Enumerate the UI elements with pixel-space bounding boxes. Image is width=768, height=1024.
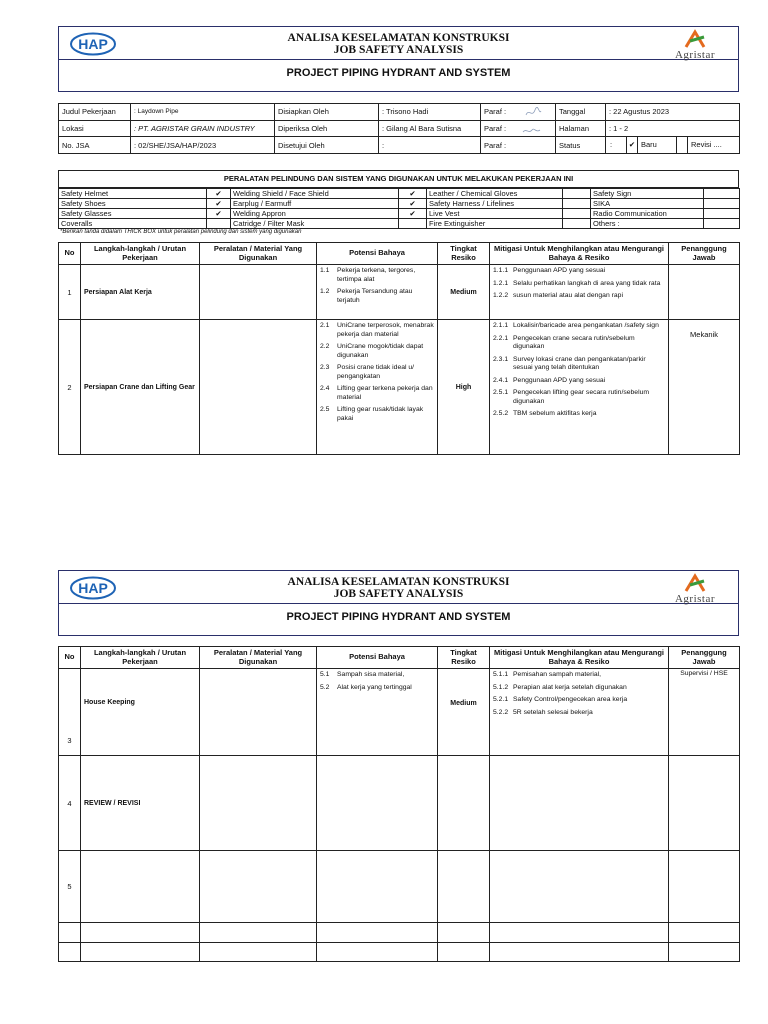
status-baru-checkbox[interactable]: ✔ xyxy=(626,137,638,153)
ppe-checkbox[interactable] xyxy=(704,219,740,229)
ppe-section-title: PERALATAN PELINDUNG DAN SISTEM YANG DIGUNAKAN UNTUK MELAKUKAN PEKERJAAN INI xyxy=(58,170,739,188)
row-hazards xyxy=(317,923,438,943)
hazard-item: 1.1 Pekerja terkena, tergores, tertimpa alat xyxy=(320,267,416,283)
ppe-checkbox[interactable] xyxy=(704,209,740,219)
ppe-checkbox[interactable] xyxy=(563,199,591,209)
mitigation-item: 1.2.2 susun material atau alat dengan rapi xyxy=(493,292,623,299)
hazard-item: 2.5 Lifting gear rusak/tidak layak pakai xyxy=(320,406,424,422)
row-hazards xyxy=(317,669,438,756)
table-row xyxy=(59,943,740,962)
col-header-steps: Langkah-langkah / Urutan Pekerjaan xyxy=(81,647,200,669)
info-value: : Gilang Al Bara Sutisna xyxy=(379,120,481,137)
info-row xyxy=(59,120,740,137)
ppe-checkbox[interactable]: ✔ xyxy=(207,209,231,219)
col-header-hazard: Potensi Bahaya xyxy=(317,647,438,669)
col-header-responsible: Penanggung Jawab xyxy=(669,647,740,669)
mitigation-item: 5.1.1 Pemisahan sampah material, xyxy=(493,671,602,678)
col-header-risk: Tingkat Resiko xyxy=(438,243,490,265)
agristar-mark-icon xyxy=(664,29,726,49)
hazard-item: 5.2 Alat kerja yang tertinggal xyxy=(320,683,412,691)
hazard-item: 2.4 Lifting gear terkena pekerja dan material xyxy=(320,385,433,401)
jsa-header-page1 xyxy=(58,26,739,92)
agristar-wordmark: Agristar xyxy=(674,49,716,61)
ppe-item: Safety Harness / Lifelines xyxy=(427,199,563,209)
col-header-mitigation: Mitigasi Untuk Menghilangkan atau Mengurangi Bahaya & Resiko xyxy=(490,243,669,265)
status-revisi-checkbox[interactable] xyxy=(676,137,688,153)
row-hazards xyxy=(317,756,438,851)
row-tools xyxy=(200,851,317,923)
ppe-item: Catridge / Filter Mask xyxy=(231,219,399,229)
row-mitigations xyxy=(490,943,669,962)
status-baru-label: Baru xyxy=(641,140,657,149)
mitigation-item: 5.1.2 Perapian alat kerja setelah digunakan xyxy=(493,683,627,691)
mitigation-item: 5.2.2 5R setelah selesai bekerja xyxy=(493,708,593,716)
ppe-checkbox[interactable] xyxy=(207,219,231,229)
signature-icon xyxy=(521,124,541,136)
ppe-table xyxy=(58,188,740,229)
svg-text:HAP: HAP xyxy=(78,36,108,52)
col-header-hazard: Potensi Bahaya xyxy=(317,243,438,265)
doc-title-line2: JOB SAFETY ANALYSIS xyxy=(333,44,464,56)
row-step xyxy=(81,923,200,943)
agristar-logo xyxy=(664,29,726,59)
table-row xyxy=(59,669,740,756)
ppe-item: Welding Shield / Face Shield xyxy=(231,189,399,199)
project-title: PROJECT PIPING HYDRANT AND SYSTEM xyxy=(286,67,511,79)
ppe-checkbox[interactable]: ✔ xyxy=(399,189,427,199)
info-label: Halaman xyxy=(556,120,606,137)
mitigation-item: 2.1.1 Lokalisir/baricade area pengankatan /safety sign xyxy=(493,322,659,329)
svg-text:HAP: HAP xyxy=(78,580,108,596)
row-tools xyxy=(200,669,317,756)
row-risk xyxy=(438,851,490,923)
col-header-responsible: Penanggung Jawab xyxy=(669,243,740,265)
ppe-note: *Berikan tanda didalam THICK BOX untuk peralatan pelindung dan sistem yang digunakan xyxy=(60,229,302,235)
table-header-row xyxy=(59,647,740,669)
ppe-checkbox[interactable]: ✔ xyxy=(207,189,231,199)
row-responsible xyxy=(669,265,740,320)
header-title-band xyxy=(59,571,738,604)
row-mitigations xyxy=(490,669,669,756)
hazard-item: 5.1 Sampah sisa material, xyxy=(320,671,405,678)
row-tools xyxy=(200,756,317,851)
row-risk: Medium xyxy=(438,265,490,320)
table-header-row xyxy=(59,243,740,265)
row-risk: Medium xyxy=(438,669,490,756)
row-step: Persiapan Alat Kerja xyxy=(81,265,200,320)
ppe-checkbox[interactable] xyxy=(563,189,591,199)
row-risk: High xyxy=(438,320,490,455)
mitigation-item: 1.1.1 Penggunaan APD yang sesuai xyxy=(493,267,606,274)
row-no: 1 xyxy=(59,265,81,320)
row-risk xyxy=(438,943,490,962)
row-no: 4 xyxy=(59,756,81,851)
row-tools xyxy=(200,265,317,320)
jsa-header-page2 xyxy=(58,570,739,636)
row-mitigations xyxy=(490,320,669,455)
doc-title-line1: ANALISA KESELAMATAN KONSTRUKSI xyxy=(287,576,510,588)
ppe-item: Leather / Chemical Gloves xyxy=(427,189,563,199)
info-label: No. JSA xyxy=(59,137,131,154)
ppe-item: Safety Shoes xyxy=(59,199,207,209)
paraf-cell xyxy=(481,104,556,121)
row-step: Persiapan Crane dan Lifting Gear xyxy=(81,320,200,455)
agristar-mark-icon xyxy=(664,573,726,593)
info-value: : 22 Agustus 2023 xyxy=(606,104,740,121)
row-mitigations xyxy=(490,851,669,923)
mitigation-item: 2.4.1 Penggunaan APD yang sesuai xyxy=(493,376,606,384)
row-mitigations xyxy=(490,265,669,320)
ppe-item: Live Vest xyxy=(427,209,563,219)
ppe-checkbox[interactable]: ✔ xyxy=(399,209,427,219)
mitigation-item: 1.2.1 Selalu perhatikan langkah di area yang tidak rata xyxy=(493,279,661,287)
status-cell xyxy=(606,137,740,154)
hazard-item: 1.2 Pekerja Tersandung atau terjatuh xyxy=(320,288,413,304)
ppe-checkbox[interactable]: ✔ xyxy=(207,199,231,209)
row-tools xyxy=(200,943,317,962)
info-label: Disiapkan Oleh xyxy=(275,104,379,121)
ppe-checkbox[interactable] xyxy=(399,219,427,229)
ppe-item: Welding Appron xyxy=(231,209,399,219)
row-responsible xyxy=(669,943,740,962)
table-row xyxy=(59,851,740,923)
info-value: : PT. AGRISTAR GRAIN INDUSTRY xyxy=(131,120,275,137)
info-row xyxy=(59,104,740,121)
row-step: REVIEW / REVISI xyxy=(81,756,200,851)
row-responsible: Mekanik xyxy=(669,320,740,455)
ppe-row xyxy=(59,219,740,229)
header-title-band xyxy=(59,27,738,60)
row-tools xyxy=(200,923,317,943)
table-row xyxy=(59,923,740,943)
row-step xyxy=(81,851,200,923)
row-risk xyxy=(438,756,490,851)
info-label: Lokasi xyxy=(59,120,131,137)
row-mitigations xyxy=(490,756,669,851)
ppe-item: SIKA xyxy=(591,199,704,209)
jsa-steps-table-page1 xyxy=(58,242,740,455)
doc-title-line2: JOB SAFETY ANALYSIS xyxy=(333,588,464,600)
hazard-item: 2.1 UniCrane terperosok, menabrak pekerja dan material xyxy=(320,322,434,338)
agristar-wordmark: Agristar xyxy=(674,593,716,605)
mitigation-item: 2.3.1 Survey lokasi crane dan pengankatan/parkir sesuai yang telah ditentukan xyxy=(493,355,646,371)
ppe-item: Radio Communication xyxy=(591,209,704,219)
info-value: : 1 - 2 xyxy=(606,120,740,137)
row-responsible xyxy=(669,923,740,943)
ppe-item: Safety Sign xyxy=(591,189,704,199)
col-header-mitigation: Mitigasi Untuk Menghilangkan atau Mengurangi Bahaya & Resiko xyxy=(490,647,669,669)
row-tools xyxy=(200,320,317,455)
row-no: 3 xyxy=(59,669,81,756)
row-risk xyxy=(438,923,490,943)
col-header-tools: Peralatan / Material Yang Digunakan xyxy=(200,647,317,669)
row-hazards xyxy=(317,320,438,455)
table-row xyxy=(59,320,740,455)
row-step: House Keeping xyxy=(81,669,200,756)
info-value: : 02/SHE/JSA/HAP/2023 xyxy=(131,137,275,154)
row-no: 5 xyxy=(59,851,81,923)
row-no xyxy=(59,923,81,943)
mitigation-item: 2.5.1 Pengecekan lifting gear secara rutin/sebelum digunakan xyxy=(493,389,650,405)
info-value: : Laydown Pipe xyxy=(131,104,275,121)
row-hazards xyxy=(317,851,438,923)
ppe-item: Fire Extinguisher xyxy=(427,219,563,229)
ppe-item: Coveralls xyxy=(59,219,207,229)
ppe-row xyxy=(59,209,740,219)
paraf-label: Paraf : xyxy=(484,107,507,117)
row-step xyxy=(81,943,200,962)
info-row xyxy=(59,137,740,154)
info-label: Status xyxy=(556,137,606,154)
row-responsible xyxy=(669,851,740,923)
ppe-checkbox[interactable]: ✔ xyxy=(399,199,427,209)
info-value: : xyxy=(379,137,481,154)
doc-title-line1: ANALISA KESELAMATAN KONSTRUKSI xyxy=(287,32,510,44)
paraf-label: Paraf : xyxy=(484,140,507,150)
ppe-row xyxy=(59,199,740,209)
jsa-steps-table-page2 xyxy=(58,646,740,962)
row-hazards xyxy=(317,265,438,320)
status-colon: : xyxy=(610,140,613,149)
info-label: Disetujui Oleh xyxy=(275,137,379,154)
signature-icon xyxy=(523,106,543,118)
info-label: Diperiksa Oleh xyxy=(275,120,379,137)
col-header-steps: Langkah-langkah / Urutan Pekerjaan xyxy=(81,243,200,265)
paraf-label: Paraf : xyxy=(484,123,507,133)
row-no: 2 xyxy=(59,320,81,455)
project-title: PROJECT PIPING HYDRANT AND SYSTEM xyxy=(286,611,511,623)
row-mitigations xyxy=(490,923,669,943)
ppe-item: Earplug / Earmuff xyxy=(231,199,399,209)
table-row xyxy=(59,265,740,320)
col-header-no: No xyxy=(59,647,81,669)
row-no xyxy=(59,943,81,962)
hazard-item: 2.2 UniCrane mogok/tidak dapat digunakan xyxy=(320,343,424,359)
ppe-item: Safety Glasses xyxy=(59,209,207,219)
agristar-logo xyxy=(664,573,726,603)
col-header-tools: Peralatan / Material Yang Digunakan xyxy=(200,243,317,265)
ppe-item: Safety Helmet xyxy=(59,189,207,199)
job-info-table xyxy=(58,103,740,154)
row-responsible: Supervisi / HSE xyxy=(669,669,740,756)
mitigation-item: 2.5.2 TBM sebelum aktifitas kerja xyxy=(493,410,597,417)
info-value: : Trisono Hadi xyxy=(379,104,481,121)
ppe-item: Others : xyxy=(591,219,704,229)
table-row xyxy=(59,756,740,851)
row-responsible xyxy=(669,756,740,851)
mitigation-item: 2.2.1 Pengecekan crane secara rutin/sebelum digunakan xyxy=(493,334,635,350)
ppe-checkbox[interactable] xyxy=(563,209,591,219)
row-hazards xyxy=(317,943,438,962)
info-label: Judul Pekerjaan xyxy=(59,104,131,121)
col-header-no: No xyxy=(59,243,81,265)
info-label: Tanggal xyxy=(556,104,606,121)
col-header-risk: Tingkat Resiko xyxy=(438,647,490,669)
status-revisi-label: Revisi .... xyxy=(691,140,722,149)
paraf-cell xyxy=(481,137,556,154)
ppe-checkbox[interactable] xyxy=(704,189,740,199)
hazard-item: 2.3 Posisi crane tidak ideal u/ pengangkatan xyxy=(320,364,415,380)
ppe-row xyxy=(59,189,740,199)
ppe-checkbox[interactable] xyxy=(563,219,591,229)
ppe-checkbox[interactable] xyxy=(704,199,740,209)
paraf-cell xyxy=(481,120,556,137)
mitigation-item: 5.2.1 Safety Control/pengecekan area kerja xyxy=(493,696,628,703)
